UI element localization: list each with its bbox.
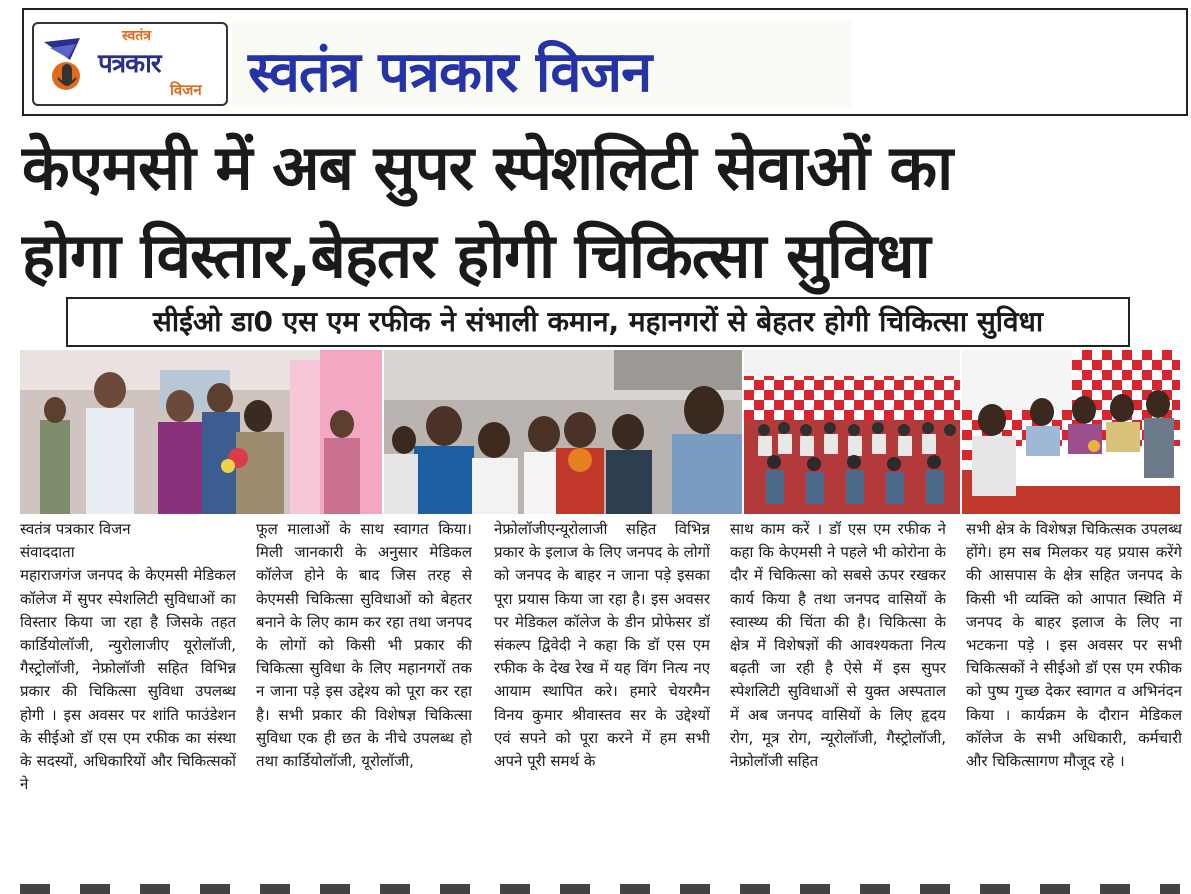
- column-1-text: महाराजगंज जनपद के केएमसी मेडिकल कॉलेज में सुपर स्पेशलिटी सुविधाओं का विस्तार किया जा रहा है जिसके तहत कार्डियोलॉजी, न्युरोलाजीए यूरोलॉजी, गैस्ट्रोलॉजी, नेफ्रोलॉजी सहित विभिन्न प्रकार की चिकित्सा सुविधा उपलब्ध होगी । इस अवसर पर शांति फाउंडेशन के सीईओ डॉ एस एम रफीक का संस्था के सदस्यों, अधिकारियों और चिकित्सकों ने: [20, 566, 236, 794]
- masthead: [22, 8, 1188, 116]
- logo-text-bottom: विजन: [170, 81, 202, 99]
- column-4-text: साथ काम करें । डॉ एस एम रफीक ने कहा कि केएमसी ने पहले भी कोरोना के दौर में चिकित्सा को सबसे ऊपर रखकर कार्य किया है तथा जनपद वासियों के स्वास्थ्य की चिंता की है। चिकित्सा के क्षेत्र में विशेषज्ञों की आवश्यकता नित्य बढ़ती जा रही है ऐसे में इस सुपर स्पेशलिटी सुविधाओं से युक्त अस्पताल में अब जनपद वासियों के लिए हृदय रोग, मूत्र रोग, न्यूरोलॉजी, गैस्ट्रोलॉजी, नेफ्रोलॉजी सहित: [730, 520, 946, 771]
- byline-role: संवाददाता: [20, 543, 75, 562]
- article-column-1: [20, 518, 236, 884]
- masthead-band: [232, 20, 852, 108]
- article-subheadline: सीईओ डा0 एस एम रफीक ने संभाली कमान, महानगरों से बेहतर होगी चिकित्सा सुविधा: [66, 297, 1130, 347]
- column-3-text: नेफ्रोलॉजीएन्यूरोलाजी सहित विभिन्न प्रकार के इलाज के लिए जनपद के लोगों को जनपद के बाहर न जाना पड़े इसका पूरा प्रयास किया जा रहा है। इस अवसर पर मेडिकल कॉलेज के डीन प्रोफेसर डॉ संकल्प द्विवेदी ने कहा कि डॉ एस एम रफीक के देख रेख में यह विंग नित्य नए आयाम स्थापित करे। हमारे चेयरमैन विनय कुमार श्रीवास्तव सर के उद्देश्यों एवं सपने को पूरा करने में हम सभी अपने पूरी समर्थ के: [494, 520, 710, 771]
- article-column-3: [494, 518, 710, 884]
- article-column-2: [256, 518, 472, 884]
- article-headline: [22, 124, 1182, 300]
- photo-stage-dais: [962, 350, 1180, 514]
- photo-welcome-bouquet: [20, 350, 382, 514]
- newspaper-logo: [32, 22, 228, 106]
- photo-group-garlands: [384, 350, 742, 514]
- microphone-icon: [40, 34, 102, 96]
- article-column-4: [730, 518, 946, 884]
- newspaper-title: स्वतंत्र पत्रकार विजन: [248, 40, 652, 105]
- logo-text-middle: पत्रकार: [98, 49, 161, 79]
- article-column-5: [966, 518, 1182, 884]
- byline-source: स्वतंत्र पत्रकार विजन: [20, 520, 131, 538]
- column-2-text: फूल मालाओं के साथ स्वागत किया। मिली जानकारी के अनुसार मेडिकल कॉलेज होने के बाद जिस तरह से केएमसी चिकित्सा सुविधाओं को बेहतर बनाने के लिए काम कर रहा तथा जनपद के लोगों को किसी भी प्रकार की चिकित्सा सुविधा के लिए महानगरों तक न जाना पड़े इस उद्देश्य को पूरा कर रहा है। सभी प्रकार की विशेषज्ञ चिकित्सा सुविधा एक ही छत के नीचे उपलब्ध हो तथा कार्डियोलॉजी, यूरोलॉजी,: [256, 520, 472, 771]
- next-article-cutoff: [20, 884, 1180, 894]
- logo-text-top: स्वतंत्र: [122, 28, 151, 44]
- photo-auditorium: [744, 350, 960, 514]
- headline-line-2: होगा विस्तार,बेहतर होगी चिकित्सा सुविधा: [22, 219, 930, 292]
- column-5-text: सभी क्षेत्र के विशेषज्ञ चिकित्सक उपलब्ध होंगे। हम सब मिलकर यह प्रयास करेंगे की आसपास के क्षेत्र सहित जनपद के किसी भी व्यक्ति को आपात स्थिति में जनपद के बाहर इलाज के लिए ना भटकना पड़े । इस अवसर पर सभी चिकित्सकों ने सीईओ डॉ एस एम रफीक को पुष्प गुच्छ देकर स्वागत व अभिनंदन किया । कार्यक्रम के दौरान मेडिकल कॉलेज के सभी अधिकारी, कर्मचारी और चिकित्सागण मौजूद रहे ।: [966, 520, 1182, 771]
- headline-line-1: केएमसी में अब सुपर स्पेशलिटी सेवाओं का: [22, 131, 953, 204]
